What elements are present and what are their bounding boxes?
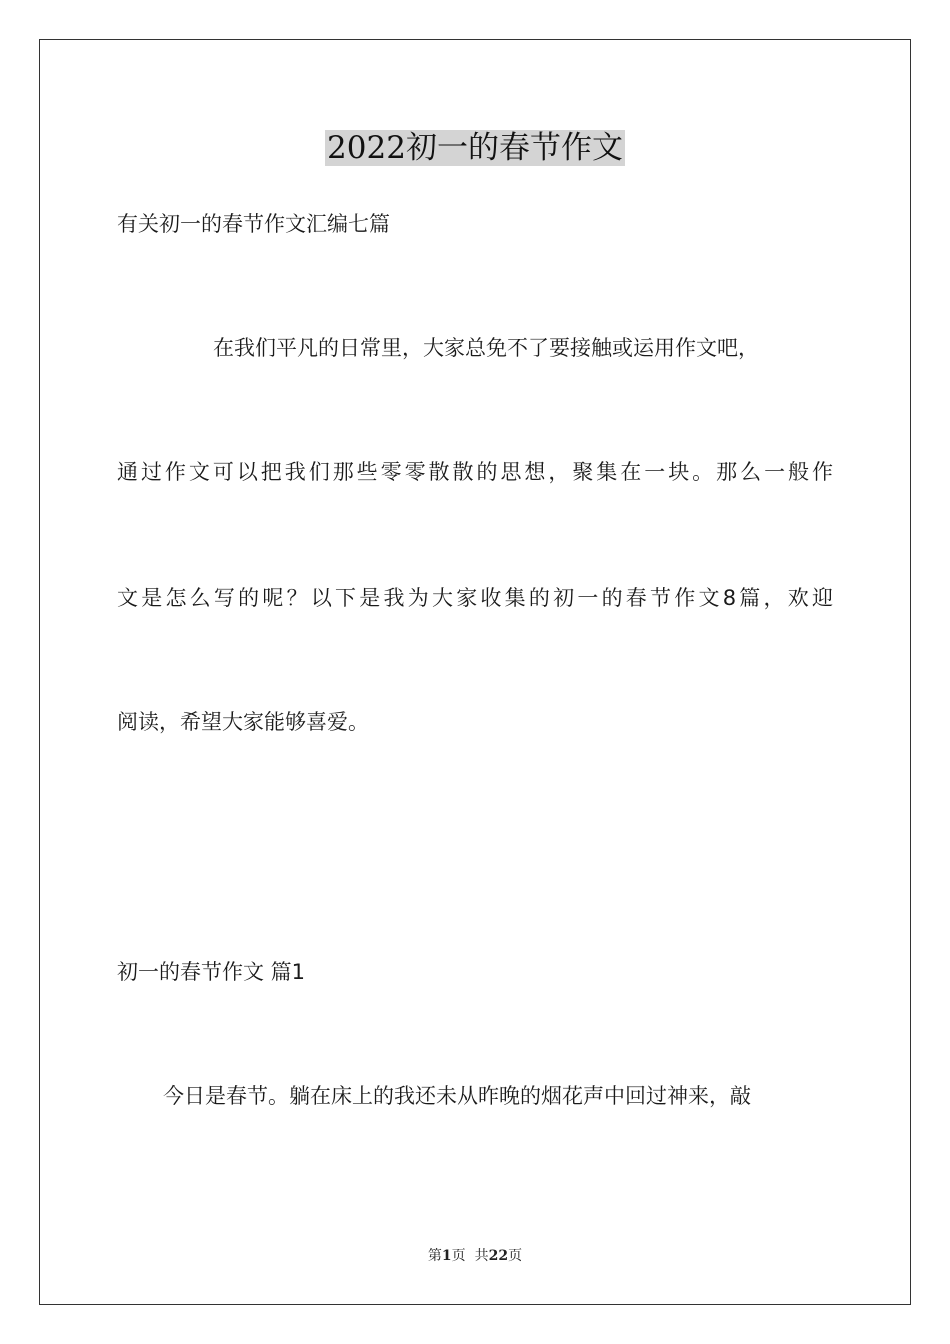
document-title-text: 2022初一的春节作文 bbox=[327, 130, 623, 166]
footer-mid: 页 共 bbox=[451, 1248, 489, 1264]
intro-line-1: 在我们平凡的日常里，大家总免不了要接触或运用作文吧， bbox=[213, 336, 759, 360]
footer-current-page: 1 bbox=[441, 1248, 452, 1264]
page-footer bbox=[0, 1246, 950, 1266]
intro-line-4: 阅读，希望大家能够喜爱。 bbox=[117, 710, 369, 734]
footer-total-pages: 22 bbox=[488, 1248, 509, 1264]
document-title bbox=[0, 126, 950, 170]
intro-line-2: 通过作文可以把我们那些零零散散的思想，聚集在一块。那么一般作 bbox=[117, 460, 833, 484]
document-subtitle: 有关初一的春节作文汇编七篇 bbox=[117, 212, 390, 236]
section-heading: 初一的春节作文 篇1 bbox=[117, 960, 306, 984]
section-paragraph-line-1: 今日是春节。躺在床上的我还未从昨晚的烟花声中回过神来，敲 bbox=[163, 1084, 751, 1108]
intro-line-3: 文是怎么写的呢？以下是我为大家收集的初一的春节作文8篇，欢迎 bbox=[117, 586, 833, 610]
footer-prefix: 第 bbox=[427, 1248, 442, 1264]
footer-suffix: 页 bbox=[508, 1248, 523, 1264]
